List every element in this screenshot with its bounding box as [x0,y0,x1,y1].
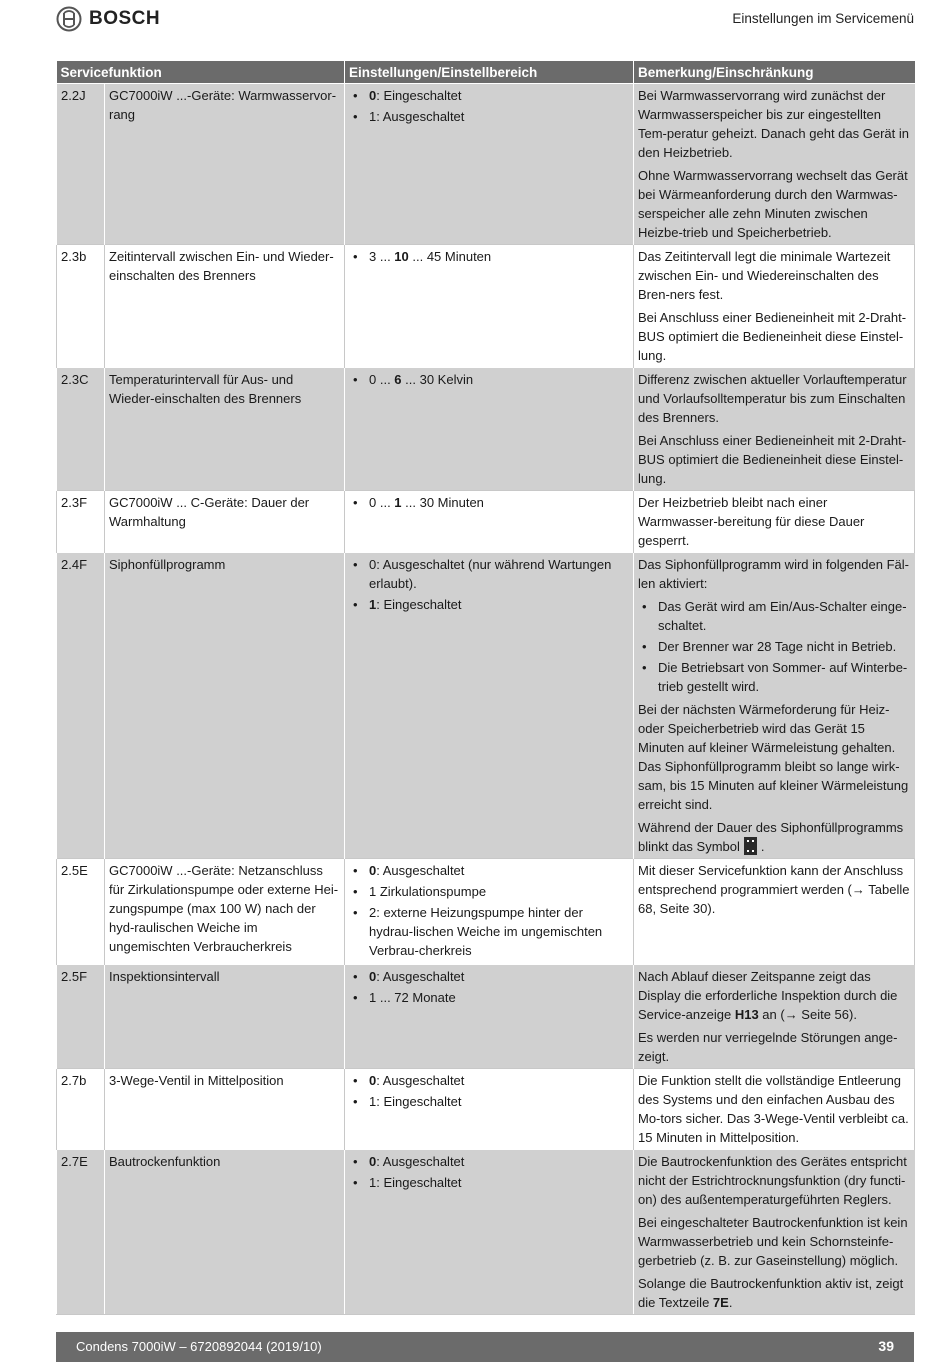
row-function: Zeitintervall zwischen Ein- und Wieder-einschalten des Brenners [105,245,345,368]
row-remarks: Bei Warmwasservorrang wird zunächst der Warmwasserspeicher bis zur eingestellten Tem-peratur geheizt. Danach geht das Gerät in den Heizbetrieb. Ohne Warmwasservorrang wechselt das Gerät bei Wärmeanforderung durch den Warmwas-serspeicher alle zehn Minuten zwischen Heizbe-trieb und Speicherbetrieb. [634,84,915,245]
row-remarks: Der Heizbetrieb bleibt nach einer Warmwasser-bereitung für diese Dauer gesperrt. [634,491,915,553]
row-code: 2.7b [57,1069,105,1150]
row-code: 2.2J [57,84,105,245]
row-function: Siphonfüllprogramm [105,553,345,859]
row-settings [345,245,634,368]
row-code: 2.3C [57,368,105,491]
row-function: Temperaturintervall für Aus- und Wieder-einschalten des Brenners [105,368,345,491]
bosch-armature-icon [56,6,82,32]
row-remarks: Differenz zwischen aktueller Vorlauftemperatur und Vorlaufsolltemperatur bis zum Einschalten des Brenners. Bei Anschluss einer Bedieneinheit mit 2-Draht-BUS optimiert die Bedieneinheit diese Einstel-lung. [634,368,915,491]
row-remarks: Nach Ablauf dieser Zeitspanne zeigt das Display die erforderliche Inspektion durch die Service-anzeige H13 an (→ Seite 56). Es werden nur verriegelnde Störungen ange-zeigt. [634,965,915,1069]
setting-item: • 0: Ausgeschaltet (nur während Wartungen erlaubt). [349,555,629,593]
setting-item: • 3 ... 10 ... 45 Minuten [349,247,629,266]
row-settings [345,1150,634,1315]
row-function: 3-Wege-Ventil in Mittelposition [105,1069,345,1150]
section-title: Einstellungen im Servicemenü [732,11,914,26]
row-remarks: Das Siphonfüllprogramm wird in folgenden Fäl-len aktiviert: • Das Gerät wird am Ein/Aus-Schalter einge-schaltet. • Der Brenner war 28 Tage nicht in Betrieb. • Die Betriebsart von Sommer- auf Winterbe-trieb gestellt wird. Bei der nächsten Wärmeforderung für Heiz- oder Speicherbetrieb wird das Gerät 15 Minuten auf kleiner Wärmeleistung gehalten. Das Siphonfüllprogramm bleibt so lange wirk-sam, bis 15 Minuten auf kleiner Wärmeleistung erreicht sind. Während der Dauer des Siphonfüllprogramms blinkt das Symbol . [634,553,915,859]
row-settings [345,965,634,1069]
table-row [57,859,915,965]
row-function: Bautrockenfunktion [105,1150,345,1315]
brand-name: BOSCH [89,8,161,29]
setting-item: • 0 ... 1 ... 30 Minuten [349,493,629,512]
table-row [57,491,915,553]
row-code: 2.3b [57,245,105,368]
setting-item: • 1: Eingeschaltet [349,1092,629,1111]
document-id: Condens 7000iW – 6720892044 (2019/10) [76,1339,322,1354]
row-function: GC7000iW ...-Geräte: Netzanschluss für Zirkulationspumpe oder externe Hei-zungspumpe (max 100 W) nach der hyd-raulischen Weiche im ungemischten Verbraucherkreis [105,859,345,965]
siphon-program-symbol-icon [744,837,757,855]
row-settings [345,1069,634,1150]
setting-item: • 1 Zirkulationspumpe [349,882,629,901]
table-row [57,368,915,491]
remark-bullet: • Die Betriebsart von Sommer- auf Winterbe-trieb gestellt wird. [638,658,911,696]
setting-item: • 0 ... 6 ... 30 Kelvin [349,370,629,389]
header-servicefunktion: Servicefunktion [57,61,345,84]
row-settings [345,491,634,553]
row-code: 2.4F [57,553,105,859]
setting-item: • 0: Ausgeschaltet [349,967,629,986]
setting-item: • 0: Ausgeschaltet [349,1152,629,1171]
page-number: 39 [878,1338,894,1354]
table-row [57,245,915,368]
row-code: 2.5F [57,965,105,1069]
row-settings [345,859,634,965]
setting-item: • 0: Ausgeschaltet [349,861,629,880]
row-function: GC7000iW ... C-Geräte: Dauer der Warmhaltung [105,491,345,553]
row-settings [345,553,634,859]
header-bemerkung: Bemerkung/Einschränkung [634,61,915,84]
table-row [57,1150,915,1315]
row-remarks: Die Bautrockenfunktion des Gerätes entspricht nicht der Estrichtrocknungsfunktion (dry functi-on) des außentemperaturgeführten Reglers. Bei eingeschalteter Bautrockenfunktion ist kein Warmwasserbetrieb und kein Schornsteinfe-gerbetrieb (z. B. zur Gaseinstellung) möglich. Solange die Bautrockenfunktion aktiv ist, zeigt die Textzeile 7E. [634,1150,915,1315]
table-row [57,1069,915,1150]
row-settings [345,368,634,491]
row-remarks: Die Funktion stellt die vollständige Entleerung des Systems und den einfachen Ausbau des Mo-tors sicher. Das 3-Wege-Ventil verbleibt ca. 15 Minuten in Mittelposition. [634,1069,915,1150]
row-remarks: Das Zeitintervall legt die minimale Wartezeit zwischen Ein- und Wiedereinschalten des Bren-ners fest. Bei Anschluss einer Bedieneinheit mit 2-Draht-BUS optimiert die Bedieneinheit diese Einstel-lung. [634,245,915,368]
row-code: 2.3F [57,491,105,553]
row-function: Inspektionsintervall [105,965,345,1069]
table-row [57,84,915,245]
remark-bullet: • Der Brenner war 28 Tage nicht in Betrieb. [638,637,911,656]
setting-item: • 0: Ausgeschaltet [349,1071,629,1090]
row-code: 2.7E [57,1150,105,1315]
setting-item: • 2: externe Heizungspumpe hinter der hydrau-lischen Weiche im ungemischten Verbrau-cherkreis [349,903,629,960]
setting-item: • 0: Eingeschaltet [349,86,629,105]
table-header-row [57,61,915,84]
setting-item: • 1: Eingeschaltet [349,1173,629,1192]
setting-item: • 1: Eingeschaltet [349,595,629,614]
bosch-logo [56,6,160,32]
page-header [56,6,914,36]
setting-item: • 1: Ausgeschaltet [349,107,629,126]
setting-item: • 1 ... 72 Monate [349,988,629,1007]
service-function-table [56,61,915,1315]
row-function: GC7000iW ...-Geräte: Warmwasservor-rang [105,84,345,245]
row-settings [345,84,634,245]
row-code: 2.5E [57,859,105,965]
remark-bullet: • Das Gerät wird am Ein/Aus-Schalter einge-schaltet. [638,597,911,635]
header-einstellungen: Einstellungen/Einstellbereich [345,61,634,84]
row-remarks: Mit dieser Servicefunktion kann der Anschluss entsprechend programmiert werden (→ Tabelle 68, Seite 30). [634,859,915,965]
table-row [57,553,915,859]
table-row [57,965,915,1069]
page-footer [56,1332,914,1362]
